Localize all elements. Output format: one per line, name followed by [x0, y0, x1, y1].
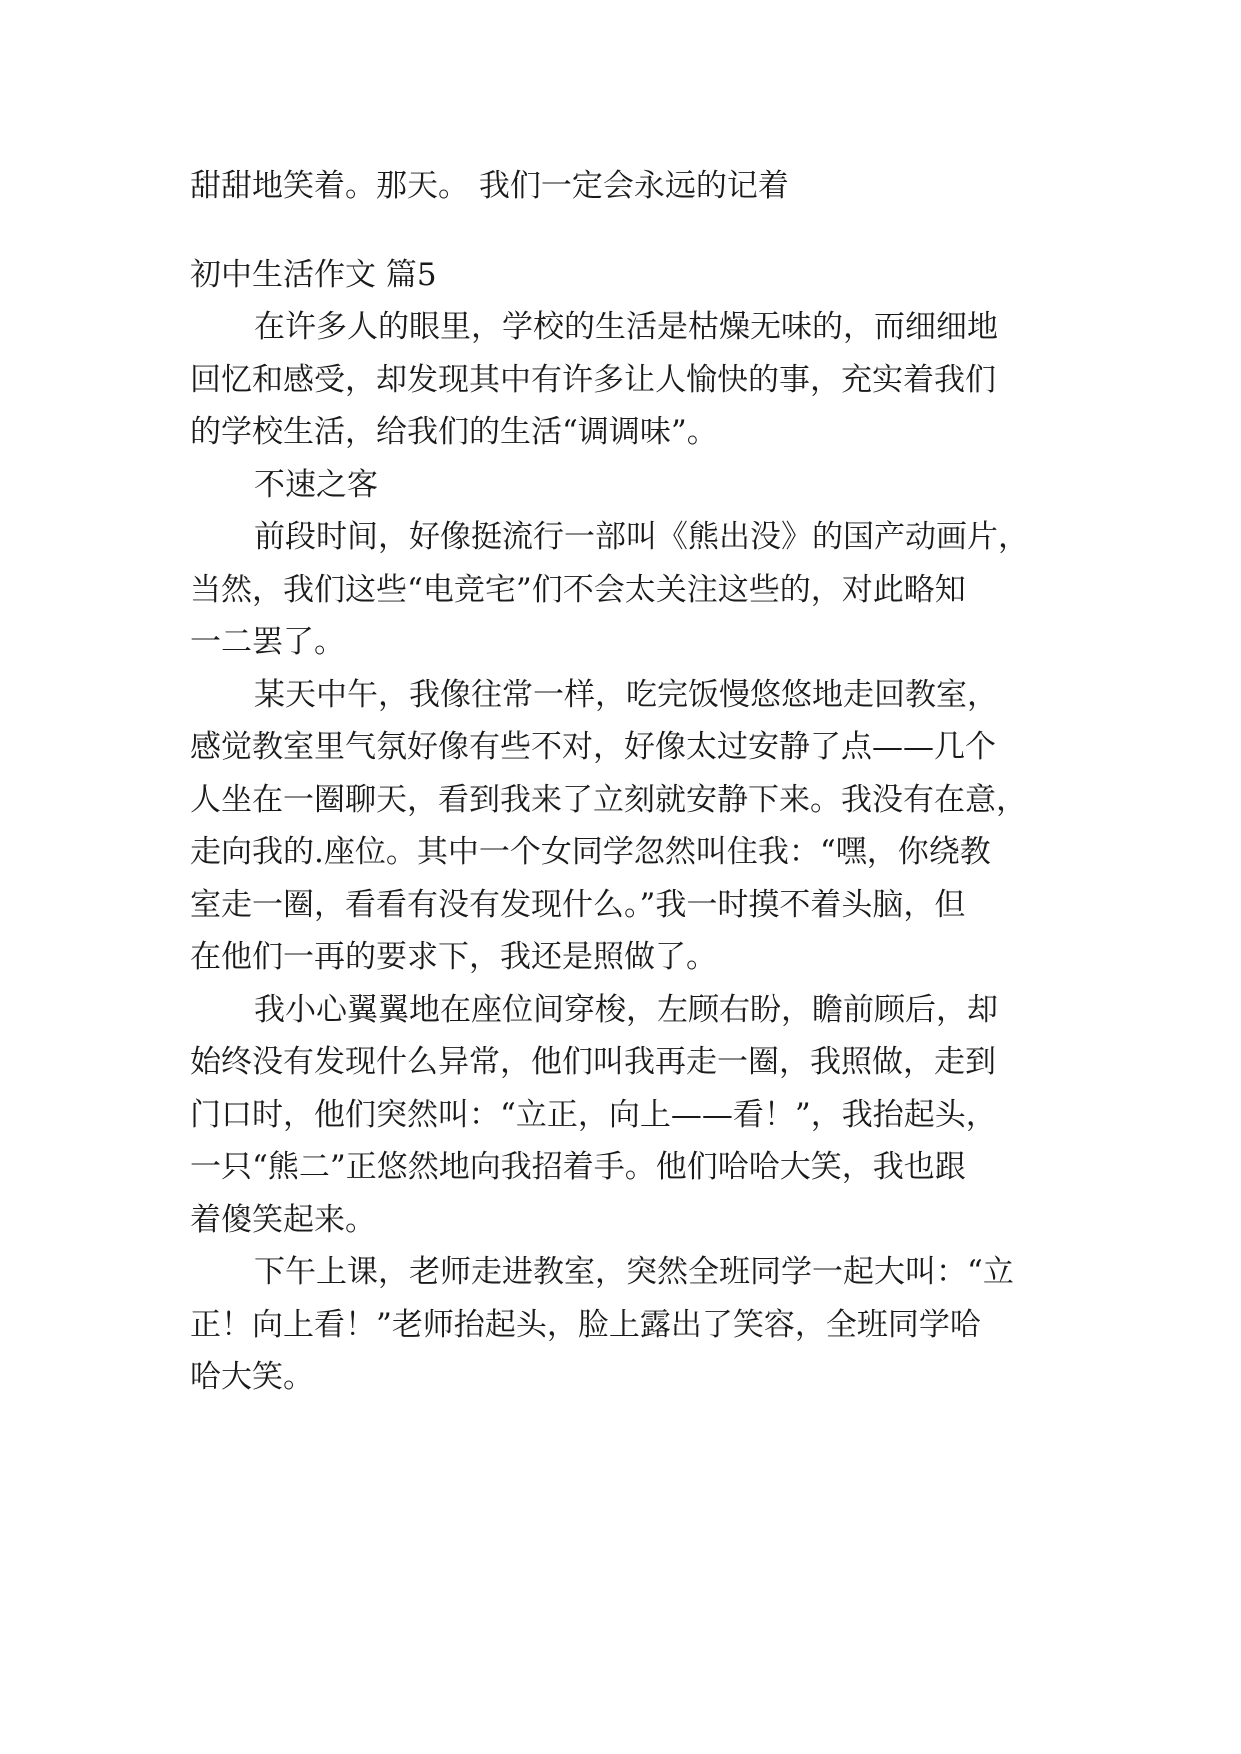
text-line: 当然，我们这些“电竞宅”们不会太关注这些的，对此略知 — [190, 572, 966, 608]
text-line: 门口时，他们突然叫：“立正，向上——看！”，我抬起头， — [190, 1097, 997, 1133]
subheading: 不速之客 — [254, 467, 378, 503]
text-line: 哈大笑。 — [190, 1359, 314, 1395]
text-line: 走向我的.座位。其中一个女同学忽然叫住我：“嘿，你绕教 — [190, 834, 991, 870]
text-line: 下午上课，老师走进教室，突然全班同学一起大叫：“立 — [254, 1254, 1014, 1290]
text-line: 回忆和感受，却发现其中有许多让人愉快的事，充实着我们 — [190, 362, 996, 398]
text-line: 感觉教室里气氛好像有些不对，好像太过安静了点——几个 — [190, 729, 996, 765]
text-line: 室走一圈，看看有没有发现什么。”我一时摸不着头脑，但 — [190, 887, 966, 923]
text-line: 一只“熊二”正悠然地向我招着手。他们哈哈大笑，我也跟 — [190, 1149, 966, 1185]
text-line: 的学校生活，给我们的生活“调调味”。 — [190, 414, 718, 450]
text-line: 前段时间，好像挺流行一部叫《熊出没》的国产动画片， — [254, 519, 1029, 555]
text-line: 一二罢了。 — [190, 624, 345, 660]
section-heading: 初中生活作文 篇5 — [190, 257, 437, 293]
text-line: 我小心翼翼地在座位间穿梭，左顾右盼，瞻前顾后，却 — [254, 992, 998, 1028]
text-line: 在许多人的眼里，学校的生活是枯燥无味的，而细细地 — [254, 309, 998, 345]
text-line: 人坐在一圈聊天，看到我来了立刻就安静下来。我没有在意， — [190, 782, 1027, 818]
text-line: 某天中午，我像往常一样，吃完饭慢悠悠地走回教室， — [254, 677, 998, 713]
text-line: 甜甜地笑着。那天。 我们一定会永远的记着 — [190, 168, 789, 204]
text-line: 着傻笑起来。 — [190, 1202, 376, 1238]
text-line: 始终没有发现什么异常，他们叫我再走一圈，我照做，走到 — [190, 1044, 996, 1080]
text-line: 正！向上看！”老师抬起头，脸上露出了笑容，全班同学哈 — [190, 1307, 981, 1343]
text-line: 在他们一再的要求下，我还是照做了。 — [190, 939, 717, 975]
